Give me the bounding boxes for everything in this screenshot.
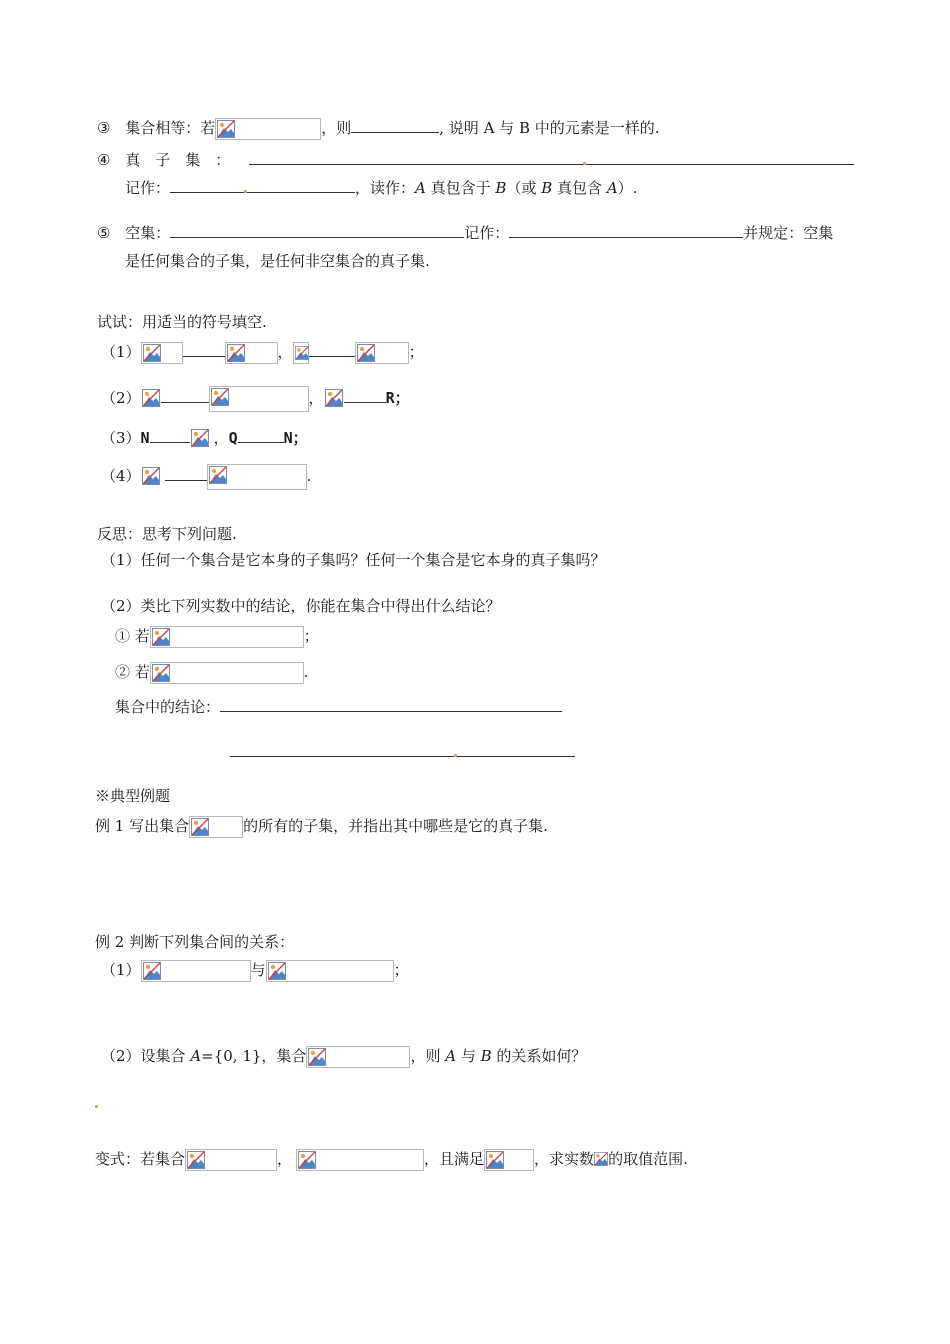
example-text: 的关系如何？: [491, 1047, 587, 1065]
image-placeholder-icon: [211, 388, 229, 406]
image-placeholder-icon: [227, 344, 245, 362]
fill-blank: [183, 342, 225, 357]
variant-text: 的取值范围.: [608, 1150, 688, 1168]
formula-image: [185, 1149, 277, 1171]
proper-blank-line: [249, 150, 854, 170]
formula-image: [207, 464, 307, 490]
fill-blank: [351, 118, 439, 133]
def-equal-line: [97, 118, 660, 140]
image-placeholder-icon: [152, 664, 170, 682]
example-1: [95, 816, 548, 838]
reflect-c1: [115, 626, 319, 648]
punct: ，: [213, 429, 229, 447]
example-2-part-1: [101, 960, 409, 982]
image-placeholder-icon: [187, 1151, 205, 1169]
variant-text: ，且满足: [424, 1150, 485, 1168]
formula-image: [190, 428, 214, 450]
var-b: B: [480, 1047, 492, 1065]
symbol-n: N: [140, 429, 150, 447]
image-placeholder-icon: [594, 1152, 608, 1166]
example-text: ={0, 1}，集合: [201, 1047, 307, 1065]
formula-image: [355, 342, 409, 364]
variant-text: 变式：若集合: [95, 1150, 186, 1168]
image-placeholder-icon: [191, 429, 209, 447]
image-placeholder-icon: [217, 120, 235, 138]
punct: ，: [277, 343, 293, 361]
read-text: 真包含: [552, 179, 607, 197]
def-empty-line: [97, 223, 833, 243]
fill-blank: [309, 342, 355, 357]
condition-label: ① 若: [115, 627, 150, 645]
fill-blank: [170, 223, 464, 238]
example-text: ，则: [410, 1047, 446, 1065]
punct: .: [306, 467, 312, 485]
reflect-conclusion: [115, 697, 562, 717]
formula-image: [225, 342, 278, 364]
punct: ；: [393, 961, 409, 979]
image-placeholder-icon: [295, 346, 309, 360]
dot-mark: [95, 1105, 98, 1108]
fill-blank: [230, 742, 454, 757]
formula-image: [484, 1149, 534, 1171]
punct: .: [303, 663, 309, 681]
stray-dot: [95, 1093, 98, 1113]
formula-image: [150, 626, 304, 648]
fill-blank: [457, 742, 575, 757]
fill-blank: [509, 223, 743, 238]
image-placeholder-icon: [308, 1048, 326, 1066]
try-item-4: [101, 464, 311, 490]
example-text: 的所有的子集，并指出其中哪些是它的真子集.: [243, 817, 548, 835]
empty-rule: 并规定：空集: [743, 224, 834, 242]
formula-image: [141, 466, 165, 488]
image-placeholder-icon: [142, 467, 160, 485]
reflect-q2: （2）类比下列实数中的结论，你能在集合中得出什么结论？: [101, 597, 501, 615]
proper-label: 真 子 集 ：: [125, 151, 231, 169]
var-b: B: [495, 179, 507, 197]
item-number: （4）: [101, 467, 141, 485]
image-placeholder-icon: [142, 389, 160, 407]
proper-notation: 记作：: [125, 179, 171, 197]
fill-blank: [247, 178, 355, 193]
conclusion-blank-2: [230, 742, 575, 762]
reflect-q1: （1）任何一个集合是它本身的子集吗？任何一个集合是它本身的真子集吗？: [101, 551, 606, 569]
formula-image: [189, 816, 243, 838]
var-a: A: [415, 179, 426, 197]
formula-image: [141, 342, 183, 364]
fill-blank: [170, 178, 244, 193]
num-3: ③: [97, 119, 111, 137]
equal-label: 集合相等：若: [125, 119, 216, 137]
punct: ，: [277, 1150, 293, 1168]
punct: ；: [408, 343, 424, 361]
symbol-q: Q: [228, 429, 238, 447]
image-placeholder-icon: [152, 628, 170, 646]
punct: ，: [308, 389, 324, 407]
formula-image: [141, 388, 161, 410]
fill-blank: [238, 428, 284, 443]
fill-blank: [150, 428, 190, 443]
reflect-c2: [115, 662, 309, 684]
formula-image: [293, 342, 309, 364]
reflect-title: 反思：思考下列问题.: [97, 525, 237, 543]
fill-blank: [161, 388, 209, 403]
formula-image: [141, 960, 251, 982]
image-placeholder-icon: [209, 466, 227, 484]
empty-line2: 是任何集合的子集，是任何非空集合的真子集.: [125, 252, 430, 270]
symbol-r: R；: [385, 389, 410, 407]
num-4: ④: [97, 151, 111, 169]
proper-notation-line: [125, 178, 637, 198]
image-placeholder-icon: [143, 962, 161, 980]
formula-image: [296, 1149, 424, 1171]
var-a: A: [606, 179, 618, 197]
var-b: B: [541, 179, 553, 197]
item-number: （3）: [101, 429, 141, 447]
punct: ；: [303, 627, 319, 645]
image-placeholder-icon: [298, 1151, 316, 1169]
fill-blank: [220, 697, 562, 712]
image-placeholder-icon: [268, 962, 286, 980]
try-title: 试试：用适当的符号填空.: [97, 313, 267, 331]
formula-image: [266, 960, 394, 982]
conclusion-label: 集合中的结论：: [115, 698, 221, 716]
empty-label: 空集：: [125, 224, 171, 242]
condition-label: ② 若: [115, 663, 150, 681]
try-item-2: [101, 386, 410, 412]
variant-line: [95, 1149, 688, 1171]
try-item-1: [101, 342, 424, 364]
item-number: （2）: [101, 389, 141, 407]
try-item-3: [101, 428, 308, 450]
image-placeholder-icon: [486, 1151, 504, 1169]
formula-image: [306, 1046, 410, 1068]
image-placeholder-icon: [191, 818, 209, 836]
proper-read: ，读作：: [355, 179, 416, 197]
variant-text: ，求实数: [534, 1150, 595, 1168]
item-number: （1）: [101, 961, 141, 979]
example-text: 与: [250, 961, 266, 979]
fill-blank: [344, 388, 386, 403]
fill-blank: [249, 150, 583, 165]
fill-blank: [165, 466, 207, 481]
example-text: （2）设集合: [101, 1047, 191, 1065]
num-5: ⑤: [97, 224, 111, 242]
example-2: 例 2 判断下列集合间的关系：: [95, 933, 295, 951]
formula-image: [215, 118, 321, 140]
def-proper-line: [97, 150, 230, 170]
examples-heading: ※典型例题: [95, 787, 171, 805]
image-placeholder-icon: [325, 389, 343, 407]
image-placeholder-icon: [357, 344, 375, 362]
example-2-part-2: [101, 1046, 586, 1068]
equal-then: ，则: [321, 119, 352, 137]
example-text: 例 1 写出集合: [95, 817, 190, 835]
formula-image: [594, 1149, 608, 1171]
var-a: A: [445, 1047, 457, 1065]
formula-image: [324, 388, 344, 410]
empty-notation: 记作：: [464, 224, 510, 242]
read-text: ）.: [617, 179, 638, 197]
fill-blank: [586, 150, 854, 165]
symbol-n: N；: [283, 429, 308, 447]
example-text: 与: [456, 1047, 481, 1065]
equal-rest: , 说明 A 与 B 中的元素是一样的.: [439, 119, 660, 137]
read-text: 真包含于: [425, 179, 496, 197]
image-placeholder-icon: [143, 344, 161, 362]
item-number: （1）: [101, 343, 141, 361]
formula-image: [150, 662, 304, 684]
var-a: A: [190, 1047, 202, 1065]
formula-image: [209, 386, 309, 412]
read-text: （或: [506, 179, 542, 197]
